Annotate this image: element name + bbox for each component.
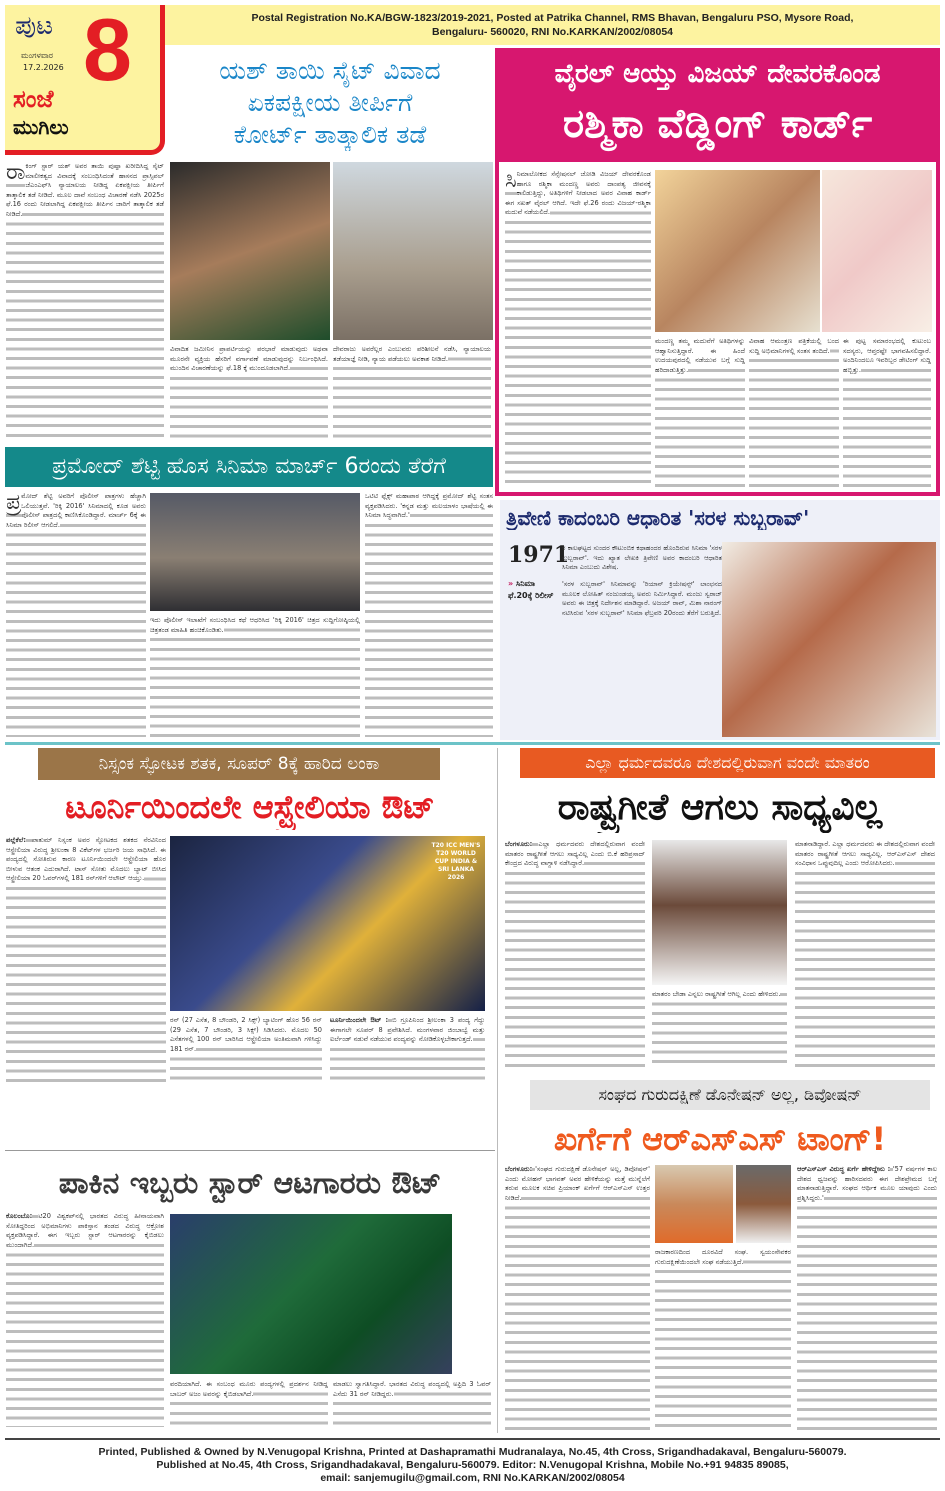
- yash-headline-1: ಯಶ್ ತಾಯಿ ಸೈಟ್ ವಿವಾದ: [219, 56, 441, 85]
- pramod-body-1: ಪ್ರ ಮೋದ್ ಶೆಟ್ಟಿ ಅವರಿಗೆ ಪೊಲೀಸ್ ಪಾತ್ರಗಳು ಹೆಚ್ಚಾಗಿ ಒಲಿಯುತ್ತವೆ. 'ರಿಕ್ಕಿ 2016' ಸಿನಿಮಾದಲ್ಲಿ ಕೂಡ ಅವರು ಪೊಲೀಸ್ ಪಾತ್ರದಲ್ಲಿ ಕಾಣಿಸಿಕೊಂಡಿದ್ದಾರೆ. ಮಾರ್ಚ್ 6ಕ್ಕೆ ಈ ಸಿನಿಮಾ ರಿಲೀಸ್ ಆಗಲಿದೆ.: [6, 492, 146, 737]
- kharge-banner: ಸಂಘದ ಗುರುದಕ್ಷಿಣೆ ಡೊನೇಷನ್ ಅಲ್ಲ, ಡಿವೋಷನ್: [530, 1080, 930, 1110]
- imprint-line-2: Published at No.45, 4th Cross, Srigandhadakaval, Bengaluru-560079. Editor: N.Venugopal Krishna, Mobile No.+91 94835 89085,: [156, 1459, 789, 1471]
- pak-body-3: ಮಾಡಲು ಸ್ವಾಗತಿಸಿದ್ದಾರೆ. ಭಾರತದ ವಿರುದ್ಧ ಪಂದ್ಯದಲ್ಲಿ ಅಫ್ರಿದಿ 3 ಓವರ್ ಎಸೆದು 31 ರನ್ ನೀಡಿದ್ದರು.: [333, 1380, 491, 1427]
- sarala-headline: ತ್ರಿವೇಣಿ ಕಾದಂಬರಿ ಆಧಾರಿತ 'ಸರಳ ಸುಬ್ಬರಾವ್': [506, 506, 810, 530]
- pramod-cast-photo: [150, 493, 360, 611]
- pramod-banner: ಪ್ರಮೋದ್ ಶೆಟ್ಟಿ ಹೊಸ ಸಿನಿಮಾ ಮಾರ್ಚ್ 6ರಂದು ತೆರೆಗೆ: [5, 447, 493, 487]
- couple-photo: [655, 170, 820, 332]
- postal-banner: [165, 5, 940, 45]
- rashmika-dropcap: ಸಿ: [505, 170, 517, 193]
- cricket-headline: ಟೂರ್ನಿಯಿಂದಲೇ ಆಸ್ಟ್ರೇಲಿಯಾ ಔಟ್: [65, 788, 435, 826]
- rashmika-body-3: ವಿವಾಹ ಆಮಂತ್ರಣ ಪತ್ರಿಕೆಯಲ್ಲಿ ಬಂದ ಸುದ್ದಿ ಅಭಿಮಾನಿಗಳಲ್ಲಿ ಸಂತಸ ತಂದಿದೆ.: [749, 337, 839, 490]
- pramod-dropcap: ಪ್ರ: [6, 492, 22, 515]
- rashmika-headline-2: ರಶ್ಮಿಕಾ ವೆಡ್ಡಿಂಗ್ ಕಾರ್ಡ್: [562, 101, 873, 147]
- sarala-year: 1971: [508, 542, 570, 568]
- nissanka-photo: [170, 836, 485, 1011]
- section-divider: [5, 742, 940, 745]
- sarala-box: [500, 500, 940, 740]
- kharge-dateline: ಬೆಂಗಳೂರು:: [505, 1165, 533, 1173]
- cricket-subhead: ಟೂರ್ನಿಯಿಂದಲೇ ಔಟ್ :: [330, 1016, 389, 1024]
- paper-name-1: ಸಂಜೆ: [13, 85, 54, 113]
- paper-name-2: ಮುಗಿಲು: [13, 115, 69, 139]
- day: ಮಂಗಳವಾರ: [21, 51, 54, 60]
- anthem-body-3: ಮಾತನಾಡಿದ್ದಾರೆ. ಎಲ್ಲಾ ಧರ್ಮದವರು ಈ ದೇಶದಲ್ಲಿರುವಾಗ ವಂದೇ ಮಾತರಂ ರಾಷ್ಟ್ರಗೀತೆ ಆಗಲು ಸಾಧ್ಯವಿಲ್ಲ. ಆರ್‌ಎಸ್‌ಎಸ್ ದೇಶದ ಸಂವಿಧಾನ ಒಪ್ಪುವುದಿಲ್ಲ ಎಂದು ಆರೋಪಿಸಿದರು.: [795, 840, 935, 1070]
- kharge-headline: ಖರ್ಗೆಗೆ ಆರ್‌ಎಸ್‌ಎಸ್ ಟಾಂಗ್!: [553, 1120, 887, 1158]
- wedding-card-photo: [822, 170, 932, 332]
- date: 17.2.2026: [23, 63, 64, 72]
- yash-body-1: ರಾ ಕಿಂಗ್ ಸ್ಟಾರ್ ಯಶ್ ಅವರ ತಾಯಿ ಪುಷ್ಪಾ ಖರೀದಿಸಿದ್ದ ಸೈಟ್ ಮಾಲೀಕತ್ವದ ವಿವಾದಕ್ಕೆ ಸಂಬಂಧಿಸಿದಂತೆ ಹಾಸನದ ಪ್ರಾಸ್ಸಿಪಲ್ ಜೆಎಂಎಫ್‌ಸಿ ನ್ಯಾಯಾಲಯ ನೀಡಿದ್ದ ಏಕಪಕ್ಷೀಯ ತೀರ್ಪಿಗೆ ತಾತ್ಕಾಲಿಕ ತಡೆ ನೀಡಿದೆ. ಮೂಲ ದಾವೆ ಸಂಬಂಧ ವಿಚಾರಣೆ ನಡೆಸಿ 2025ರ ಫೆ.16 ರಂದು ನೀಡಲಾಗಿದ್ದ ಏಕಪಕ್ಷೀಯ ತೀರ್ಪಿನ ಜಾರಿಗೆ ತಾತ್ಕಾಲಿಕ ತಡೆ ನೀಡಿದೆ.: [6, 162, 164, 442]
- imprint-line-3: email: sanjemugilu@gmail.com, RNI No.KARKAN/2002/08054: [320, 1472, 625, 1484]
- anthem-headline: ರಾಷ್ಟ್ರಗೀತೆ ಆಗಲು ಸಾಧ್ಯವಿಲ್ಲ: [557, 787, 883, 828]
- anthem-body-1: ಬೆಂಗಳೂರು: ಎಲ್ಲಾ ಧರ್ಮದವರು ದೇಶದಲ್ಲಿರುವಾಗ ವಂದೇ ಮಾತರಂ ರಾಷ್ಟ್ರಗೀತೆ ಆಗಲು ಸಾಧ್ಯವಿಲ್ಲ ಎಂದು ಬಿ.ಕೆ ಹರಿಪ್ರಸಾದ್ ಕೇಂದ್ರದ ವಿರುದ್ಧ ವಾಗ್ದಾಳಿ ನಡೆಸಿದ್ದಾರೆ.: [505, 840, 645, 1070]
- rashmika-body-1: ಸಿ ನಿಮಾಲೋಕದ ಸೆನ್ಸೇಷನಲ್ ಜೋಡಿ ವಿಜಯ್ ದೇವರಕೊಂಡ ಹಾಗೂ ರಶ್ಮಿಕಾ ಮಂದಣ್ಣ ಅವರು ದಾಂಪತ್ಯ ಜೀವನಕ್ಕೆ ಕಾಲಿಡುತ್ತಿದ್ದು, ಅತಿಥಿಗಳಿಗೆ ನೀಡಲಾದ ಅವರ ವಿವಾಹ ಕಾರ್ಡ್ ಈಗ ಸಖತ್ ವೈರಲ್ ಆಗಿದೆ. ಇದೇ ಫೆ.26 ರಂದು ವಿಜಯ್-ರಶ್ಮಿಕಾ ಮದುವೆ ನಡೆಯಲಿದೆ.: [505, 170, 651, 490]
- imprint: [0, 1446, 945, 1485]
- pakistan-team-photo: [170, 1214, 452, 1374]
- yash-dropcap: ರಾ: [6, 162, 26, 185]
- cricket-body-2: ರನ್ (27 ಎಸೆತ, 8 ಬೌಂಡರಿ, 2 ಸಿಕ್ಸ್) ಬ್ಯಾಟಿಂಗ್ ಹೊರ 56 ರನ್ (29 ಎಸೆತ, 7 ಬೌಂಡರಿ, 3 ಸಿಕ್ಸ್) ಸಿಡಿಸಿದರು. ಮೊದಲ 50 ಎಸೆತಗಳಲ್ಲಿ 100 ರನ್ ಬಾರಿಸಿದ ಆಸ್ಟ್ರೇಲಿಯಾ ಅಂತಿಮವಾಗಿ ಗಳಿಸಿದ್ದು 181 ರನ್.: [170, 1016, 322, 1086]
- rashmika-headline: [499, 52, 936, 162]
- chevron-icon: »: [508, 579, 516, 588]
- pak-body-2: ವರದಿಯಾಗಿದೆ. ಈ ಸಂಬಂಧ ಮೂರು ಪಂದ್ಯಗಳಲ್ಲಿ ಪ್ರದರ್ಶನ ನೀಡಿದ್ದ ಬಾಬರ್ ಅಜಂ ಅವರನ್ನು ಕೈಬಿಡಲಾಗಿದೆ.: [170, 1380, 328, 1427]
- yash-headline: [170, 55, 490, 151]
- world-cup-logo: T20 ICC MEN'S T20 WORLD CUP INDIA & SRI LANKA 2026: [431, 842, 481, 881]
- cricket-body-1: ಪಲ್ಲೆಕೆಲೆ: ಪಾತುಮ್ ನಿಸ್ಸಂಕ ಅವರ ಸ್ಫೋಟಕದ ಶತಕದ ನೆರವಿನಿಂದ ಆಸ್ಟ್ರೇಲಿಯಾ ವಿರುದ್ಧ ಶ್ರೀಲಂಕಾ 8 ವಿಕೆಟ್‌ಗಳ ಭರ್ಜರಿ ಜಯ ಸಾಧಿಸಿದೆ. ಈ ಪಂದ್ಯದಲ್ಲಿ ಸೋತಿರುವ ಕಾರಣ ಟೂರ್ನಿಯಿಂದಲೇ ಆಸ್ಟ್ರೇಲಿಯಾ ಹೊರ ಬೀಳುವ ಆತಂಕ ಎದುರಾಗಿದೆ. ಟಾಸ್ ಸೋತು ಮೊದಲು ಬ್ಯಾಟ್ ಬೀಸಿದ ಆಸ್ಟ್ರೇಲಿಯಾ 20 ಓವರ್‌ಗಳಲ್ಲಿ 181 ರನ್‌ಗಳಿಗೆ ಆಲೌಟ್ ಆಯ್ತು.: [6, 836, 166, 1086]
- postal-line-2: Bengaluru- 560020, RNI No.KARKAN/2002/08054: [431, 26, 673, 38]
- postal-line-1: Postal Registration No.KA/BGW-1823/2019-2021, Posted at Patrika Channel, RMS Bhavan, Bengaluru PSO, Mysore Road,: [251, 12, 854, 24]
- anthem-dateline: ಬೆಂಗಳೂರು:: [505, 840, 533, 848]
- rashmika-body-4: ಈ ಪುಟ್ಟ ಸಮಾರಂಭದಲ್ಲಿ ಕುಟುಂಬ ಸದಸ್ಯರು, ಆಪ್ತರಷ್ಟೇ ಭಾಗವಹಿಸಲಿದ್ದಾರೆ. ಅಂದಿನಿಂದಲೂ ಇವರಿಬ್ಬರ ಡೇಟಿಂಗ್ ಸುದ್ದಿ ಹಬ್ಬಿತ್ತು.: [843, 337, 931, 490]
- imprint-line-1: Printed, Published & Owned by N.Venugopal Krishna, Printed at Dashapramathi Mudranalaya, No.45, 4th Cross, Srigandhadakaval, Bengaluru-560079.: [98, 1446, 847, 1458]
- hariprasad-photo: [652, 840, 787, 985]
- priyank-kharge-photo: [736, 1165, 791, 1243]
- kharge-body-1: ಬೆಂಗಳೂರು: 'ಸಂಘದ ಗುರುದಕ್ಷಿಣೆ ಡೊನೇಷನ್ ಅಲ್ಲ, ಡಿವೋಷನ್' ಎಂದು ಮೋಹನ್ ಭಾಗವತ್ ಅವರ ಹೇಳಿಕೆಯನ್ನು ಮತ್ತೆ ಮುನ್ನೆಲೆಗೆ ತರುವ ಮೂಲಕ ಸಚಿವ ಪ್ರಿಯಾಂಕ್ ಖರ್ಗೆಗೆ ಆರ್‌ಎಸ್‌ಎಸ್ ಉತ್ತರ ನೀಡಿದೆ.: [505, 1165, 650, 1430]
- pak-dateline: ಕೊಲಂಬೊ:: [6, 1212, 33, 1220]
- pramod-body-2: ಇದು ಪೊಲೀಸ್ ಇಲಾಖೆಗೆ ಸಂಬಂಧಿಸಿದ ಕಥೆ ಆಧರಿಸಿದ 'ರಿಕ್ಕಿ 2016' ಚಿತ್ರದ ಸುದ್ದಿಗೋಷ್ಠಿಯಲ್ಲಿ ಚಿತ್ರತಂಡ ಮಾಹಿತಿ ಹಂಚಿಕೊಂಡಿತು.: [150, 616, 360, 737]
- sarala-body-1: ರ ಕಾಲಘಟ್ಟದ ಸುಂದರ ಕೌಟುಂಬಿಕ ಕಥಾಹಂದರ ಹೊಂದಿರುವ ಸಿನಿಮಾ 'ಸರಳ ಸುಬ್ಬರಾವ್'. ಇದು ಖ್ಯಾತ ಲೇಖಕಿ ತ್ರಿವೇಣಿ ಅವರ ಕಾದಂಬರಿ ಆಧಾರಿತ ಸಿನಿಮಾ ಎಂಬುದು ವಿಶೇಷ.: [562, 544, 722, 572]
- pak-headline: ಪಾಕಿನ ಇಬ್ಬರು ಸ್ಟಾರ್ ಆಟಗಾರರು ಔಟ್: [58, 1166, 442, 1201]
- sarala-body-2: 'ಸರಳ ಸುಬ್ಬರಾವ್' ಸಿನಿಮಾವನ್ನು 'ರಿಯಾನ್ ಕ್ರಿಯೇಷನ್ಸ್' ಲಾಂಛನದ ಮೂಲಕ ಲೋಹಿತ್ ನಂಜುಂಡಯ್ಯ ಅವರು ನಿರ್ಮಿಸಿದ್ದಾರೆ. ಮಂಜು ಸ್ವರಾಜ್ ಅವರು ಈ ಚಿತ್ರಕ್ಕೆ ನಿರ್ದೇಶನ ಮಾಡಿದ್ದಾರೆ. ಅಜಯ್ ರಾವ್, ಮಿಶಾ ನಾರಂಗ್ ನಟಿಸಿರುವ 'ಸರಳ ಸುಬ್ಬರಾವ್' ಸಿನಿಮಾ ಫೆಬ್ರವರಿ 20ರಂದು ತೆರೆಗೆ ಬರುತ್ತಿದೆ.: [562, 580, 722, 617]
- anthem-body-2: ಮಾತರಂ ಬೇಡಾ ಎನ್ನಲು ರಾಷ್ಟ್ರಗೀತೆ ಆಗಿಲ್ಲ ಎಂದು ಹೇಳಿದರು.: [652, 990, 787, 1070]
- cricket-dateline: ಪಲ್ಲೆಕೆಲೆ:: [6, 836, 26, 844]
- cricket-banner: ನಿಸ್ಸಂಕ ಸ್ಫೋಟಕ ಶತಕ, ಸೂಪರ್ 8ಕ್ಕೆ ಹಾರಿದ ಲಂಕಾ: [38, 748, 440, 780]
- sarala-couple-photo: [722, 542, 936, 737]
- yash-photo: [170, 162, 330, 340]
- yash-body-3: ದೇವರಾಜು ಅವರೆಲ್ಲರ ಎಂಬುವರು ಪರಿಶೀಲನೆ ನಡೆಸಿ, ನ್ಯಾಯಾಲಯ ತಡೆಯಾಜ್ಞೆ ನೀಡಿ, ನ್ಯಾಯ ಪಡೆಯಲು ಅವಕಾಶ ನೀಡಿದೆ.: [333, 345, 491, 441]
- pak-body-1: ಕೊಲಂಬೊ: ಟಿ20 ವಿಶ್ವಕಪ್‌ನಲ್ಲಿ ಭಾರತದ ವಿರುದ್ಧ ಹೀನಾಯವಾಗಿ ಸೋತಿದ್ದರಿಂದ ಅಭಿಮಾನಿಗಳು ಪಾಕಿಸ್ತಾನ ತಂಡದ ವಿರುದ್ಧ ಆಕ್ರೋಶ ವ್ಯಕ್ತಪಡಿಸಿದ್ದಾರೆ. ಈಗ ಇಬ್ಬರು ಸ್ಟಾರ್ ಆಟಗಾರರನ್ನು ಕೈಬಿಡಲು ಮುಂದಾಗಿದೆ.: [6, 1212, 164, 1427]
- column-divider: [497, 748, 498, 1433]
- kharge-subhead: ಆರ್‌ಎಸ್‌ಎಸ್ ವಿರುದ್ಧ ಖರ್ಗೆ ಹೇಳಿದ್ದೇನು :: [797, 1165, 891, 1173]
- anthem-banner: ಎಲ್ಲಾ ಧರ್ಮದವರೂ ದೇಶದಲ್ಲಿರುವಾಗ ವಂದೇ ಮಾತರಂ: [520, 748, 935, 778]
- page-word: ಪುಟ: [15, 11, 54, 41]
- yash-headline-2: ಏಕಪಕ್ಷೀಯ ತೀರ್ಪಿಗೆ: [247, 88, 413, 117]
- yash-headline-3: ಕೋರ್ಟ್ ತಾತ್ಕಾಲಿಕ ತಡೆ: [233, 120, 427, 149]
- pramod-body-3: ಒಟಿಟಿ ಫ್ಲೆಕ್ಸ್ ಮಹಾಪಾಠ ಆಗಿದ್ದಕ್ಕೆ ಪ್ರಮೋದ್ ಶೆಟ್ಟಿ ಸಂತಸ ವ್ಯಕ್ತಪಡಿಸಿದರು. 'ಕನ್ನಡ ಮತ್ತು ಮಲಯಾಳಂ ಭಾಷೆಯಲ್ಲಿ ಈ ಸಿನಿಮಾ ಸಿದ್ಧವಾಗಿದೆ.': [365, 492, 493, 737]
- divider: [5, 1150, 495, 1151]
- sarala-release-box: » ಸಿನಿಮಾ ಫೆ.20ಕ್ಕೆ ರಿಲೀಸ್: [508, 579, 554, 600]
- rashmika-body-2: ಮಂದಣ್ಣ ತಮ್ಮ ಮದುವೆಗೆ ಅತಿಥಿಗಳನ್ನು ಆಹ್ವಾನಿಸುತ್ತಿದ್ದಾರೆ. ಈ ಹಿಂದೆ ಉದಯಪುರದಲ್ಲಿ ನಡೆಯುವ ಬಗ್ಗೆ ಸುದ್ದಿ ಹರಿದಾಡುತ್ತಿತ್ತು.: [655, 337, 745, 490]
- footer-rule: [5, 1438, 940, 1440]
- site-photo: [333, 162, 493, 340]
- bhagwat-photo: [655, 1165, 733, 1243]
- cricket-body-3: ಟೂರ್ನಿಯಿಂದಲೇ ಔಟ್ : ಬಿ ಗ್ರೂಪಿನಿಂದ ಶ್ರೀಲಂಕಾ 3 ಪಂದ್ಯ ಗೆದ್ದು ಈಗಾಗಲೇ ಸೂಪರ್ 8 ಪ್ರವೇಶಿಸಿದೆ. ಮಂಗಳವಾರ ಜಿಂಬಾಬ್ವೆ ಮತ್ತು ಐರ್ಲೆಂಡ್ ನಡುವೆ ನಡೆಯುವ ಪಂದ್ಯವನ್ನು ನೋಡಿಕೊಳ್ಳಬೇಕಾಗುತ್ತದೆ.: [330, 1016, 485, 1086]
- kharge-body-3: ಆರ್‌ಎಸ್‌ಎಸ್ ವಿರುದ್ಧ ಖರ್ಗೆ ಹೇಳಿದ್ದೇನು : '57 ವರ್ಷಗಳ ಕಾಲ ದೇಶದ ಧ್ವಜವನ್ನು ಹಾರಿಸದವರು ಈಗ ದೇಶಪ್ರೇಮದ ಬಗ್ಗೆ ಮಾತನಾಡುತ್ತಿದ್ದಾರೆ. ಸಂಘದ ಆರ್ಥಿಕ ಮೂಲ ಯಾವುದು ಎಂದು ಪ್ರಶ್ನಿಸಿದ್ದರು.': [797, 1165, 937, 1430]
- yash-body-2: ವಿವಾದಿತ ಜಮೀನಿನ ಪ್ರಾಪರ್ಟಿಯನ್ನು ಪರಭಾರೆ ಮಾಡುವುದು ಅಥವಾ ಮೂರನೇ ವ್ಯಕ್ತಿಯ ಹೆಸರಿಗೆ ವರ್ಗಾವಣೆ ಮಾಡುವುದನ್ನು ನಿರ್ಬಂಧಿಸಿದೆ. ಮುಂದಿನ ವಿಚಾರಣೆಯನ್ನು ಫೆ.18 ಕ್ಕೆ ಮುಂದೂಡಲಾಗಿದೆ.: [170, 345, 328, 441]
- rashmika-box: [495, 48, 940, 496]
- masthead: [5, 0, 165, 155]
- page-number: 8: [83, 0, 132, 99]
- kharge-body-2: ರಾಜಕಾರಣದಿಂದ ದೂರವಿದೆ ಸಂಘ. ಸ್ವಯಂಸೇವಕರ ಗುರುದಕ್ಷಿಣೆಯಿಂದಲೇ ಸಂಘ ನಡೆಯುತ್ತಿದೆ.: [655, 1248, 791, 1430]
- rashmika-headline-1: ವೈರಲ್ ಆಯ್ತು ವಿಜಯ್ ದೇವರಕೊಂಡ: [554, 59, 881, 89]
